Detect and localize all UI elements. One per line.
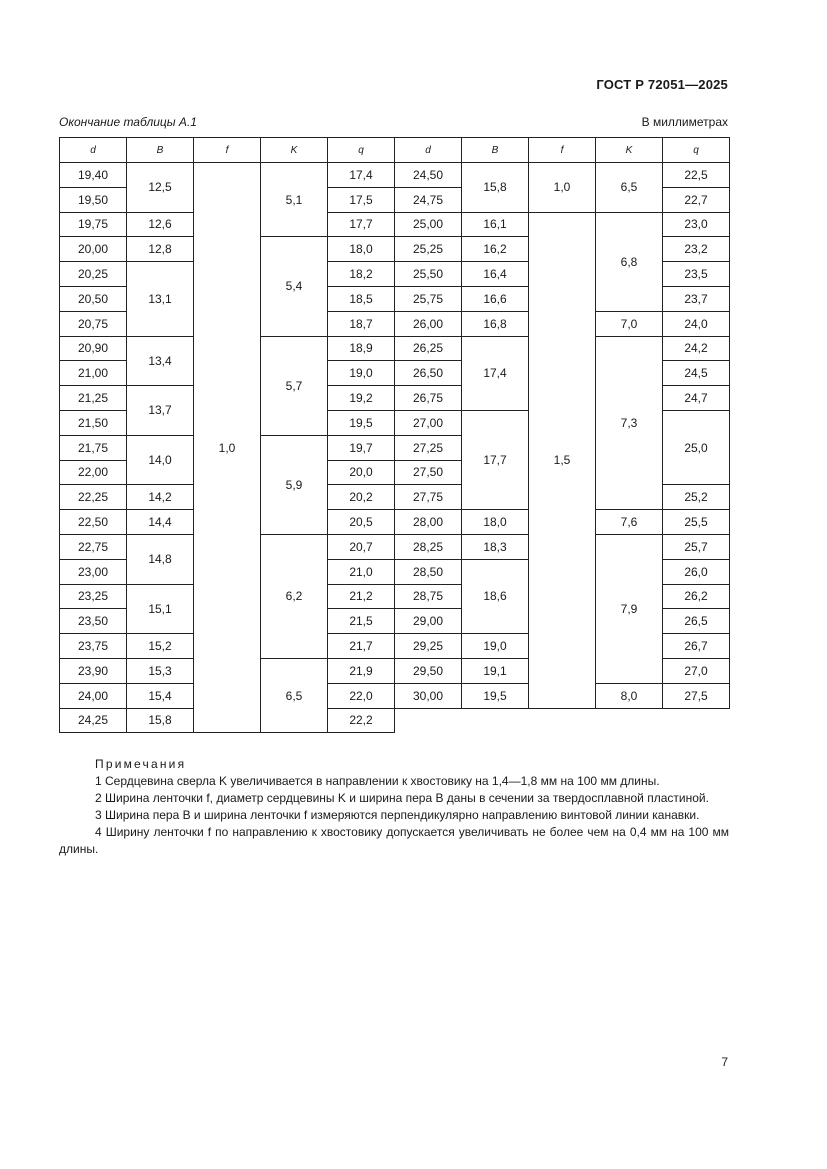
column-header: K — [261, 138, 328, 163]
table-row — [60, 708, 730, 733]
cell-d: 26,50 — [395, 361, 462, 386]
cell-q: 17,5 — [328, 187, 395, 212]
cell-q: 26,5 — [663, 609, 730, 634]
table-caption: Окончание таблицы А.1 — [59, 115, 197, 129]
cell-f: 1,0 — [529, 163, 596, 213]
cell-q: 23,7 — [663, 286, 730, 311]
cell-d: 29,50 — [395, 658, 462, 683]
cell-f: 1,0 — [194, 163, 261, 733]
cell-b: 16,1 — [462, 212, 529, 237]
cell-b: 15,2 — [127, 634, 194, 659]
cell-d: 23,25 — [60, 584, 127, 609]
cell-q: 24,5 — [663, 361, 730, 386]
cell-q: 25,5 — [663, 510, 730, 535]
cell-d: 20,00 — [60, 237, 127, 262]
cell-q: 23,0 — [663, 212, 730, 237]
note-item: 3 Ширина пера B и ширина ленточки f измеряются перпендикулярно направлению винтовой линии канавки. — [95, 808, 700, 822]
header-row — [60, 138, 730, 163]
cell-q: 18,5 — [328, 286, 395, 311]
cell-b: 16,4 — [462, 262, 529, 287]
cell-k: 6,5 — [261, 658, 328, 732]
cell-b: 14,0 — [127, 435, 194, 485]
cell-q: 18,9 — [328, 336, 395, 361]
cell-q: 27,5 — [663, 683, 730, 708]
cell-k: 5,4 — [261, 237, 328, 336]
cell-k: 5,7 — [261, 336, 328, 435]
column-header: q — [663, 138, 730, 163]
cell-k: 5,9 — [261, 435, 328, 534]
cell-b: 16,2 — [462, 237, 529, 262]
cell-b: 17,4 — [462, 336, 529, 410]
cell-q: 21,2 — [328, 584, 395, 609]
dimensions-table — [59, 137, 730, 733]
cell-q: 17,7 — [328, 212, 395, 237]
cell-d: 22,25 — [60, 485, 127, 510]
cell-k: 5,1 — [261, 163, 328, 237]
cell-b: 19,0 — [462, 634, 529, 659]
cell-d: 21,25 — [60, 386, 127, 411]
cell-d: 20,50 — [60, 286, 127, 311]
cell-b: 15,3 — [127, 658, 194, 683]
cell-b: 18,6 — [462, 559, 529, 633]
cell-d: 24,00 — [60, 683, 127, 708]
cell-q: 18,7 — [328, 311, 395, 336]
cell-b: 17,7 — [462, 410, 529, 509]
column-header: K — [596, 138, 663, 163]
note-item: 2 Ширина ленточки f, диаметр сердцевины K и ширина пера B даны в сечении за твердосплавной пластиной. — [95, 791, 709, 805]
cell-d: 21,00 — [60, 361, 127, 386]
standard-code: ГОСТ Р 72051—2025 — [596, 77, 728, 92]
cell-d: 29,00 — [395, 609, 462, 634]
cell-d: 19,50 — [60, 187, 127, 212]
cell-b: 15,8 — [462, 163, 529, 213]
cell-d: 29,25 — [395, 634, 462, 659]
column-header: d — [395, 138, 462, 163]
cell-b: 19,5 — [462, 683, 529, 708]
column-header: B — [462, 138, 529, 163]
cell-f: 1,5 — [529, 212, 596, 708]
cell-q: 23,5 — [663, 262, 730, 287]
table-row — [60, 534, 730, 559]
cell-d: 25,75 — [395, 286, 462, 311]
cell-k: 6,8 — [596, 212, 663, 311]
cell-d: 27,50 — [395, 460, 462, 485]
column-header: d — [60, 138, 127, 163]
cell-q: 25,7 — [663, 534, 730, 559]
cell-k: 6,2 — [261, 534, 328, 658]
cell-d: 25,50 — [395, 262, 462, 287]
cell-d: 24,25 — [60, 708, 127, 733]
cell-d: 20,75 — [60, 311, 127, 336]
cell-d: 27,00 — [395, 410, 462, 435]
cell-b: 19,1 — [462, 658, 529, 683]
notes-section — [59, 756, 729, 858]
cell-k: 8,0 — [596, 683, 663, 708]
cell-q: 23,2 — [663, 237, 730, 262]
note-item: 4 Ширину ленточки f по направлению к хвостовику допускается увеличивать не более чем на 0,4 мм на 100 мм длины. — [59, 825, 729, 856]
empty-cell — [395, 708, 730, 733]
cell-q: 24,2 — [663, 336, 730, 361]
cell-d: 22,00 — [60, 460, 127, 485]
cell-b: 12,6 — [127, 212, 194, 237]
cell-k: 7,9 — [596, 534, 663, 683]
cell-b: 14,4 — [127, 510, 194, 535]
cell-q: 20,0 — [328, 460, 395, 485]
cell-q: 25,0 — [663, 410, 730, 484]
cell-q: 18,0 — [328, 237, 395, 262]
column-header: f — [194, 138, 261, 163]
cell-b: 15,4 — [127, 683, 194, 708]
cell-b: 14,8 — [127, 534, 194, 584]
table-row — [60, 336, 730, 361]
cell-q: 22,2 — [328, 708, 395, 733]
table-row — [60, 510, 730, 535]
column-header: q — [328, 138, 395, 163]
cell-d: 23,75 — [60, 634, 127, 659]
cell-d: 23,00 — [60, 559, 127, 584]
cell-d: 28,25 — [395, 534, 462, 559]
table-row — [60, 683, 730, 708]
cell-b: 13,4 — [127, 336, 194, 386]
cell-q: 20,2 — [328, 485, 395, 510]
cell-q: 21,9 — [328, 658, 395, 683]
cell-k: 7,0 — [596, 311, 663, 336]
cell-d: 20,25 — [60, 262, 127, 287]
units-label: В миллиметрах — [641, 115, 728, 129]
cell-b: 13,1 — [127, 262, 194, 336]
cell-q: 20,7 — [328, 534, 395, 559]
cell-d: 20,90 — [60, 336, 127, 361]
cell-d: 27,75 — [395, 485, 462, 510]
cell-q: 22,7 — [663, 187, 730, 212]
cell-b: 15,1 — [127, 584, 194, 634]
cell-d: 30,00 — [395, 683, 462, 708]
cell-q: 20,5 — [328, 510, 395, 535]
cell-q: 25,2 — [663, 485, 730, 510]
cell-q: 19,0 — [328, 361, 395, 386]
note-item: 1 Сердцевина сверла K увеличивается в направлении к хвостовику на 1,4—1,8 мм на 100 мм длины. — [95, 774, 660, 788]
cell-q: 22,5 — [663, 163, 730, 188]
cell-d: 22,75 — [60, 534, 127, 559]
cell-q: 19,2 — [328, 386, 395, 411]
cell-b: 18,3 — [462, 534, 529, 559]
cell-d: 19,40 — [60, 163, 127, 188]
cell-q: 27,0 — [663, 658, 730, 683]
cell-d: 25,25 — [395, 237, 462, 262]
cell-q: 18,2 — [328, 262, 395, 287]
cell-d: 24,75 — [395, 187, 462, 212]
cell-b: 18,0 — [462, 510, 529, 535]
cell-d: 22,50 — [60, 510, 127, 535]
cell-d: 25,00 — [395, 212, 462, 237]
cell-k: 7,6 — [596, 510, 663, 535]
cell-q: 21,7 — [328, 634, 395, 659]
cell-d: 27,25 — [395, 435, 462, 460]
cell-d: 19,75 — [60, 212, 127, 237]
cell-d: 28,00 — [395, 510, 462, 535]
cell-k: 7,3 — [596, 336, 663, 510]
cell-q: 21,5 — [328, 609, 395, 634]
cell-q: 26,7 — [663, 634, 730, 659]
cell-b: 12,5 — [127, 163, 194, 213]
notes-heading: Примечания — [95, 757, 187, 771]
cell-b: 16,6 — [462, 286, 529, 311]
table-row — [60, 212, 730, 237]
cell-d: 26,25 — [395, 336, 462, 361]
cell-b: 12,8 — [127, 237, 194, 262]
cell-q: 24,7 — [663, 386, 730, 411]
cell-d: 21,50 — [60, 410, 127, 435]
cell-d: 23,90 — [60, 658, 127, 683]
cell-b: 15,8 — [127, 708, 194, 733]
cell-d: 26,00 — [395, 311, 462, 336]
page-number: 7 — [721, 1055, 728, 1069]
table-row — [60, 163, 730, 188]
cell-d: 23,50 — [60, 609, 127, 634]
cell-q: 26,2 — [663, 584, 730, 609]
cell-b: 13,7 — [127, 386, 194, 436]
cell-q: 24,0 — [663, 311, 730, 336]
cell-q: 17,4 — [328, 163, 395, 188]
cell-d: 28,50 — [395, 559, 462, 584]
cell-b: 14,2 — [127, 485, 194, 510]
cell-d: 26,75 — [395, 386, 462, 411]
cell-b: 16,8 — [462, 311, 529, 336]
cell-d: 28,75 — [395, 584, 462, 609]
cell-q: 21,0 — [328, 559, 395, 584]
column-header: B — [127, 138, 194, 163]
cell-q: 26,0 — [663, 559, 730, 584]
cell-d: 21,75 — [60, 435, 127, 460]
cell-q: 19,7 — [328, 435, 395, 460]
cell-d: 24,50 — [395, 163, 462, 188]
cell-k: 6,5 — [596, 163, 663, 213]
column-header: f — [529, 138, 596, 163]
cell-q: 19,5 — [328, 410, 395, 435]
cell-q: 22,0 — [328, 683, 395, 708]
